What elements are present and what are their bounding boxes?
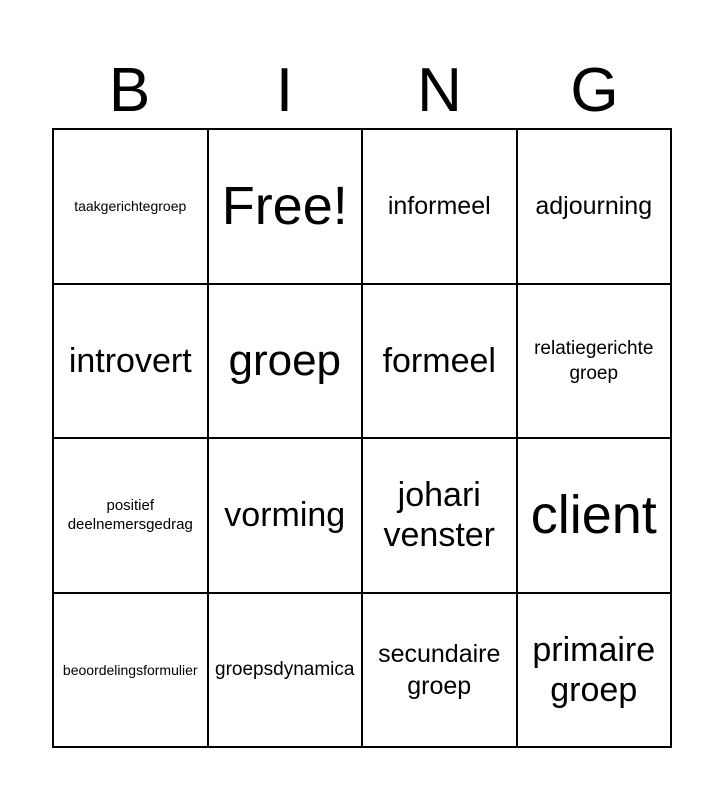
header-letter-i: I: [275, 56, 294, 125]
header-letter-b: B: [108, 56, 151, 125]
cell-label: adjourning: [535, 192, 653, 221]
cell-label: Free!: [221, 176, 348, 237]
cell-label: groep: [228, 335, 342, 385]
cell-label: beoordelingsformulier: [62, 661, 198, 678]
bingo-cell-r2c3[interactable]: [363, 285, 518, 440]
cell-label: introvert: [68, 341, 192, 380]
header-letter-n: N: [417, 56, 462, 125]
bingo-cell-r1c4[interactable]: [518, 130, 673, 285]
bingo-cell-r2c1[interactable]: [54, 285, 209, 440]
bingo-cell-r3c2[interactable]: [209, 439, 364, 594]
bingo-cell-r1c1[interactable]: [54, 130, 209, 285]
bingo-cell-r2c4[interactable]: [518, 285, 673, 440]
cell-label: formeel: [382, 341, 496, 380]
cell-label: taakgerichtegroep: [74, 198, 187, 215]
cell-label: vorming: [224, 496, 346, 535]
bingo-cell-r1c3[interactable]: [363, 130, 518, 285]
bingo-cell-free[interactable]: [209, 130, 364, 285]
header-letter-g: G: [570, 56, 619, 125]
cell-label: groepsdynamica: [215, 659, 355, 681]
cell-label: client: [530, 485, 657, 546]
bingo-header: [52, 55, 672, 127]
cell-label: relatiegerichte groep: [534, 337, 654, 384]
bingo-cell-r3c3[interactable]: [363, 439, 518, 594]
cell-label: johari venster: [383, 476, 495, 555]
cell-label: informeel: [387, 192, 491, 221]
bingo-cell-r3c4[interactable]: [518, 439, 673, 594]
cell-label: primaire groep: [532, 630, 656, 709]
bingo-cell-r2c2[interactable]: [209, 285, 364, 440]
bingo-board: [52, 128, 672, 748]
bingo-cell-r4c2[interactable]: [209, 594, 364, 749]
cell-label: secundaire groep: [378, 639, 501, 700]
bingo-cell-r4c1[interactable]: [54, 594, 209, 749]
bingo-cell-r4c3[interactable]: [363, 594, 518, 749]
bingo-cell-r3c1[interactable]: [54, 439, 209, 594]
bingo-cell-r4c4[interactable]: [518, 594, 673, 749]
cell-label: positief deelnemersgedrag: [67, 497, 193, 534]
